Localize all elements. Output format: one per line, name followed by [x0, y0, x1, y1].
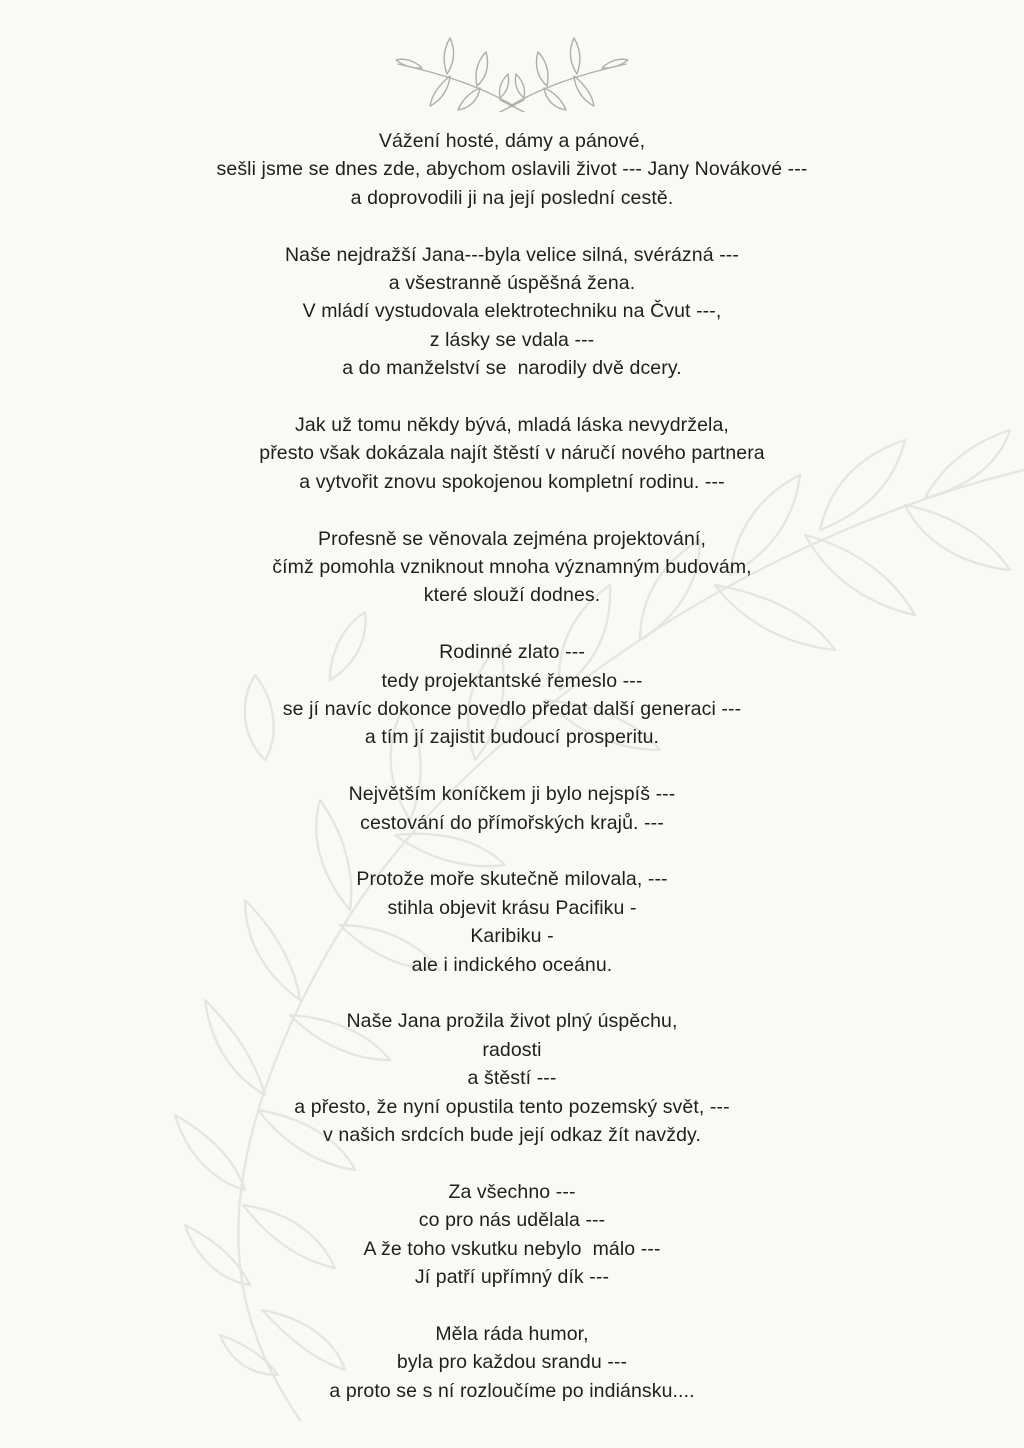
- speech-line: a doprovodili ji na její poslední cestě.: [350, 186, 674, 209]
- speech-line: Největším koníčkem ji bylo nejspíš ---: [348, 783, 676, 806]
- speech-line: a štěstí ---: [467, 1067, 557, 1090]
- speech-stanza: [0, 1178, 1024, 1292]
- speech-stanza: [0, 780, 1024, 837]
- speech-line: a do manželství se narodily dvě dcery.: [342, 357, 682, 380]
- speech-line: a přesto, že nyní opustila tento pozemský svět, ---: [294, 1095, 730, 1118]
- speech-line: a všestranně úspěšná žena.: [388, 272, 636, 295]
- speech-text: [0, 127, 1024, 1434]
- speech-line: A že toho vskutku nebylo málo ---: [363, 1237, 661, 1260]
- speech-line: Naše nejdražší Jana---byla velice silná, svérázná ---: [285, 243, 739, 266]
- speech-line: V mládí vystudovala elektrotechniku na Čvut ---,: [302, 300, 722, 323]
- laurel-branches-icon: [392, 28, 632, 112]
- speech-line: radosti: [482, 1038, 542, 1061]
- speech-stanza: [0, 127, 1024, 212]
- speech-stanza: [0, 865, 1024, 979]
- speech-line: Naše Jana prožila život plný úspěchu,: [346, 1010, 678, 1033]
- speech-line: a proto se s ní rozloučíme po indiánsku....: [329, 1379, 695, 1402]
- speech-line: Rodinné zlato ---: [439, 641, 585, 664]
- speech-line: co pro nás udělala ---: [418, 1209, 606, 1232]
- speech-line: tedy projektantské řemeslo ---: [381, 669, 643, 692]
- speech-line: se jí navíc dokonce povedlo předat další generaci ---: [282, 698, 742, 721]
- speech-line: stihla objevit krásu Pacifiku -: [387, 896, 637, 919]
- speech-line: Profesně se věnovala zejména projektování,: [318, 527, 706, 550]
- speech-line: byla pro každou srandu ---: [396, 1351, 628, 1374]
- speech-stanza: [0, 411, 1024, 496]
- speech-line: v našich srdcích bude její odkaz žít navždy.: [323, 1124, 701, 1147]
- speech-line: Protože moře skutečně milovala, ---: [356, 868, 668, 891]
- speech-line: Za všechno ---: [448, 1180, 576, 1203]
- speech-stanza: [0, 638, 1024, 752]
- speech-line: a vytvořit znovu spokojenou kompletní rodinu. ---: [299, 470, 725, 493]
- speech-line: přesto však dokázala najít štěstí v náručí nového partnera: [259, 442, 765, 465]
- speech-line: cestování do přímořských krajů. ---: [360, 811, 664, 834]
- speech-line: Měla ráda humor,: [435, 1322, 589, 1345]
- speech-line: sešli jsme se dnes zde, abychom oslavili život --- Jany Novákové ---: [216, 158, 808, 181]
- speech-stanza: [0, 241, 1024, 383]
- speech-line: ale i indického oceánu.: [411, 953, 613, 976]
- speech-line: Karibiku -: [470, 925, 554, 948]
- speech-line: Jí patří upřímný dík ---: [414, 1266, 610, 1289]
- speech-line: čímž pomohla vzniknout mnoha významným budovám,: [272, 556, 752, 579]
- speech-line: Vážení hosté, dámy a pánové,: [378, 130, 646, 152]
- speech-line: které slouží dodnes.: [423, 584, 601, 607]
- speech-stanza: [0, 1007, 1024, 1149]
- speech-line: z lásky se vdala ---: [429, 328, 595, 351]
- speech-stanza: [0, 525, 1024, 610]
- speech-stanza: [0, 1320, 1024, 1405]
- speech-line: a tím jí zajistit budoucí prosperitu.: [364, 726, 660, 749]
- speech-line: Jak už tomu někdy bývá, mladá láska nevydržela,: [295, 414, 729, 437]
